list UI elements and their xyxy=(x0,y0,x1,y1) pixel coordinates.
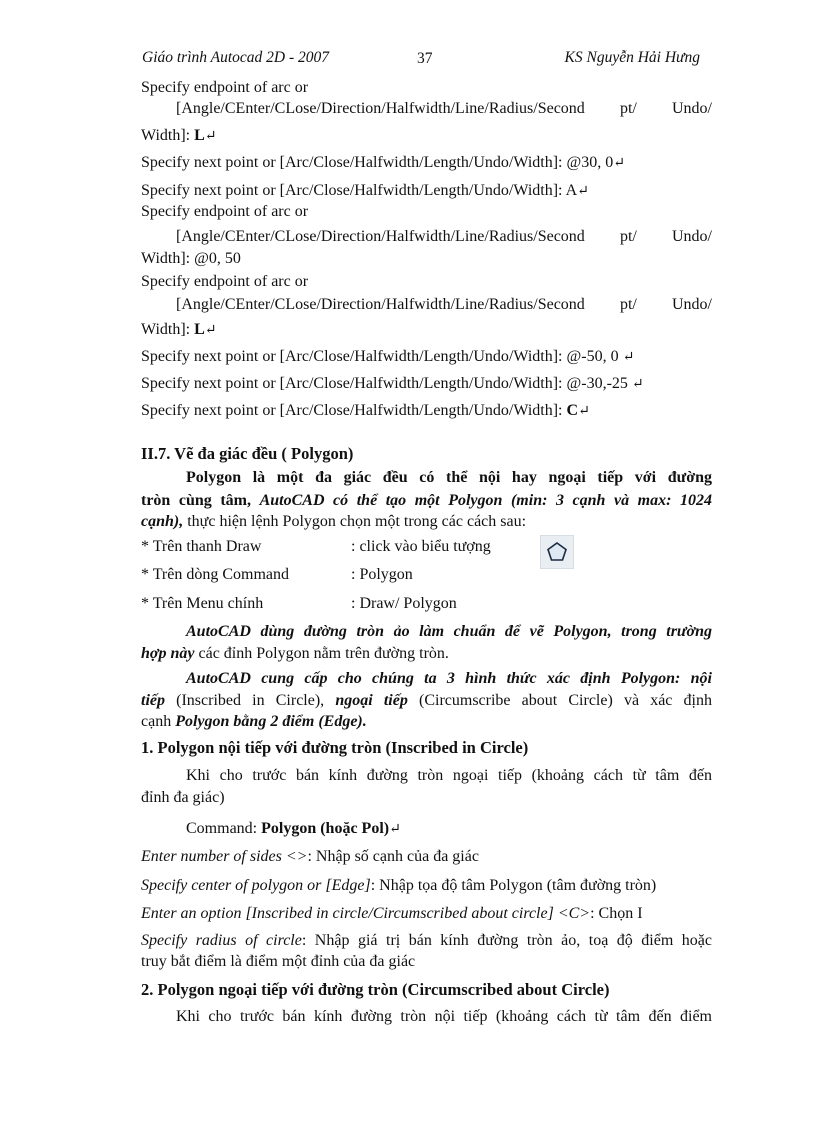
text-line: Specify endpoint of arc or xyxy=(141,273,309,290)
paragraph-line: hợp này các đỉnh Polygon nằm trên đường tròn. xyxy=(141,645,449,662)
paragraph-line: Polygon là một đa giác đều có thể nội hay ngoại tiếp với đường xyxy=(186,469,712,486)
paragraph-line: Khi cho trước bán kính đường tròn nội tiếp (khoảng cách từ tâm đến điểm xyxy=(176,1008,712,1025)
page-header xyxy=(142,49,700,71)
text-line: Specify endpoint of arc or xyxy=(141,203,309,220)
method-row: * Trên thanh Draw : click vào biểu tượng xyxy=(141,538,491,555)
polygon-icon xyxy=(540,535,574,569)
paragraph-line: AutoCAD cung cấp cho chúng ta 3 hình thức xác định Polygon: nội xyxy=(186,670,712,687)
subsection-heading: 2. Polygon ngoại tiếp với đường tròn (Circumscribed about Circle) xyxy=(141,980,610,999)
text-line: Specify next point or [Arc/Close/Halfwidth/Length/Undo/Width]: @-30,-25 ↵ xyxy=(141,375,644,392)
paragraph-line: tiếp (Inscribed in Circle), ngoại tiếp (Circumscribe about Circle) và xác định xyxy=(141,692,712,709)
text-line: [Angle/CEnter/CLose/Direction/Halfwidth/Line/Radius/Second pt/ Undo/ xyxy=(176,100,712,117)
text-line: Specify endpoint of arc or xyxy=(141,79,309,96)
text-line: Specify next point or [Arc/Close/Halfwidth/Length/Undo/Width]: A↵ xyxy=(141,182,589,199)
paragraph-line: AutoCAD dùng đường tròn ảo làm chuẩn để vẽ Polygon, trong trường xyxy=(186,623,712,640)
paragraph-line: tròn cùng tâm, AutoCAD có thể tạo một Polygon (min: 3 cạnh và max: 1024 xyxy=(141,492,712,509)
text-line: [Angle/CEnter/CLose/Direction/Halfwidth/Line/Radius/Second pt/ Undo/ xyxy=(176,296,712,313)
prompt-line: Specify center of polygon or [Edge]: Nhập tọa độ tâm Polygon (tâm đường tròn) xyxy=(141,877,657,894)
prompt-line: Enter an option [Inscribed in circle/Circumscribed about circle] <C>: Chọn I xyxy=(141,905,643,922)
text-line: Specify next point or [Arc/Close/Halfwidth/Length/Undo/Width]: C↵ xyxy=(141,402,590,419)
header-book-title: Giáo trình Autocad 2D - 2007 xyxy=(142,49,329,66)
text-line: Width]: L↵ xyxy=(141,127,217,144)
prompt-line: Specify radius of circle: Nhập giá trị bán kính đường tròn ảo, toạ độ điểm hoặc xyxy=(141,932,712,949)
prompt-line: Enter number of sides <>: Nhập số cạnh của đa giác xyxy=(141,848,479,865)
prompt-line: truy bắt điểm là điểm một đỉnh của đa giác xyxy=(141,953,416,970)
subsection-heading: 1. Polygon nội tiếp với đường tròn (Inscribed in Circle) xyxy=(141,738,529,757)
paragraph-line: cạnh Polygon bằng 2 điểm (Edge). xyxy=(141,713,367,730)
text-line: [Angle/CEnter/CLose/Direction/Halfwidth/Line/Radius/Second pt/ Undo/ xyxy=(176,228,712,245)
page-number: 37 xyxy=(417,50,433,67)
method-row: * Trên Menu chính : Draw/ Polygon xyxy=(141,595,457,612)
text-line: Specify next point or [Arc/Close/Halfwidth/Length/Undo/Width]: @30, 0↵ xyxy=(141,154,625,171)
text-line: Width]: L↵ xyxy=(141,321,217,338)
text-line: Specify next point or [Arc/Close/Halfwidth/Length/Undo/Width]: @-50, 0 ↵ xyxy=(141,348,635,365)
paragraph-line: đỉnh đa giác) xyxy=(141,789,225,806)
section-heading: II.7. Vẽ đa giác đều ( Polygon) xyxy=(141,444,354,463)
text-line: Width]: @0, 50 xyxy=(141,250,241,267)
paragraph-line: Khi cho trước bán kính đường tròn ngoại tiếp (khoảng cách từ tâm đến xyxy=(186,767,712,784)
paragraph-line: cạnh), thực hiện lệnh Polygon chọn một trong các cách sau: xyxy=(141,513,527,530)
method-row: * Trên dòng Command : Polygon xyxy=(141,566,413,583)
header-author: KS Nguyễn Hải Hưng xyxy=(564,49,700,66)
command-line: Command: Polygon (hoặc Pol)↵ xyxy=(186,820,401,837)
